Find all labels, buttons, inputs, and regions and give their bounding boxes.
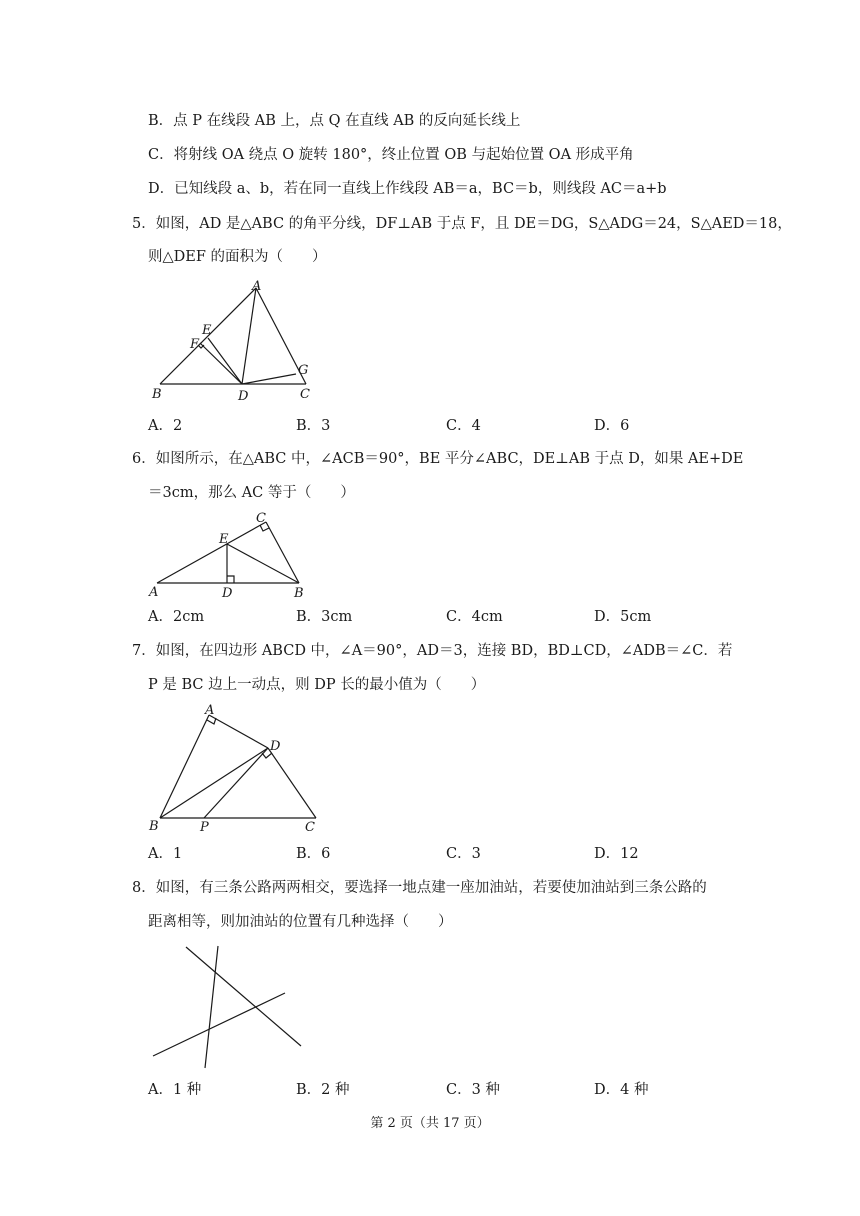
q6-label-c: C — [256, 511, 266, 526]
q8-option-c: C．3 种 — [446, 1082, 500, 1098]
q5-option-b: B．3 — [296, 418, 331, 434]
q5-label-a: A — [252, 279, 262, 294]
q6-stem-line2: ＝3cm，那么 AC 等于（ ） — [148, 485, 355, 501]
q7-option-a: A．1 — [148, 846, 183, 862]
q4-option-d: D．已知线段 a、b，若在同一直线上作线段 AB＝a，BC＝b，则线段 AC＝a+b — [148, 181, 667, 197]
q4-option-c: C．将射线 OA 绕点 O 旋转 180°，终止位置 OB 与起始位置 OA 形成平角 — [148, 147, 634, 163]
q5-figure — [148, 280, 348, 410]
q8-stem-line1: 8．如图，有三条公路两两相交，要选择一地点建一座加油站，若要使加油站到三条公路的 — [132, 880, 707, 896]
q7-stem-line1: 7．如图，在四边形 ABCD 中，∠A＝90°，AD＝3，连接 BD，BD⊥CD，∠ADB＝∠C．若 — [132, 643, 733, 659]
q5-stem-line1: 5．如图，AD 是△ABC 的角平分线，DF⊥AB 于点 F，且 DE＝DG，S△ADG＝24，S△AED＝18， — [132, 216, 792, 232]
q6-label-a: A — [149, 585, 159, 600]
q5-label-b: B — [152, 387, 162, 402]
q6-option-a: A．2cm — [148, 609, 205, 625]
q7-label-p: P — [200, 820, 209, 835]
q6-stem-line1: 6．如图所示，在△ABC 中，∠ACB＝90°，BE 平分∠ABC，DE⊥AB 于点 D，如果 AE+DE — [132, 451, 744, 467]
q5-label-d: D — [238, 389, 249, 404]
q5-option-d: D．6 — [594, 418, 630, 434]
q5-option-a: A．2 — [148, 418, 183, 434]
q6-figure — [148, 510, 318, 600]
q4-option-b: B．点 P 在线段 AB 上，点 Q 在直线 AB 的反向延长线上 — [148, 113, 521, 129]
q8-option-a: A．1 种 — [148, 1082, 202, 1098]
q6-option-d: D．5cm — [594, 609, 652, 625]
q7-label-a: A — [205, 703, 215, 718]
q6-option-c: C．4cm — [446, 609, 503, 625]
q8-stem-line2: 距离相等，则加油站的位置有几种选择（ ） — [148, 914, 453, 930]
q7-stem-line2: P 是 BC 边上一动点，则 DP 长的最小值为（ ） — [148, 677, 486, 693]
q6-option-b: B．3cm — [296, 609, 353, 625]
q5-label-g: G — [298, 363, 309, 378]
q8-option-b: B．2 种 — [296, 1082, 350, 1098]
q8-figure — [148, 940, 318, 1070]
q5-label-e: E — [202, 323, 212, 338]
q5-label-f: F — [190, 337, 200, 352]
q5-stem-line2: 则△DEF 的面积为（ ） — [148, 249, 327, 265]
q8-option-d: D．4 种 — [594, 1082, 649, 1098]
q7-option-b: B．6 — [296, 846, 331, 862]
q6-label-e: E — [219, 532, 229, 547]
q7-option-d: D．12 — [594, 846, 639, 862]
page-footer: 第 2 页（共 17 页） — [370, 1116, 490, 1131]
q6-label-d: D — [222, 586, 233, 601]
q7-figure — [148, 700, 338, 840]
q5-label-c: C — [300, 387, 310, 402]
q5-option-c: C．4 — [446, 418, 481, 434]
q7-label-c: C — [305, 820, 315, 835]
q7-label-b: B — [149, 819, 159, 834]
q7-option-c: C．3 — [446, 846, 481, 862]
q7-label-d: D — [270, 739, 281, 754]
q6-label-b: B — [294, 586, 304, 601]
